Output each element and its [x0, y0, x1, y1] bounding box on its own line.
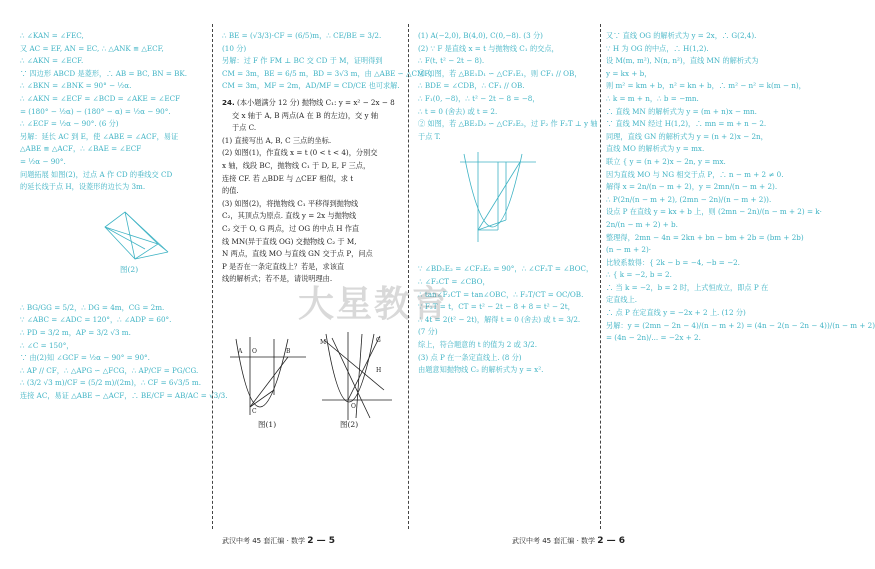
col1b-line: ∵ ∠ABC = ∠ADC = 120°，∴ ∠ADP = 60°.	[20, 315, 172, 325]
col4-line: (n − m + 2)·	[606, 245, 652, 255]
col1-line: △ABE ≌ △ACF，∴ ∠BAE = ∠ECF	[20, 144, 142, 154]
col1-line: ∴ ∠AKN = ∠ECF.	[20, 56, 84, 66]
col1b-line: ∵ 由(2)知 ∠GCF = ½α − 90° = 90°.	[20, 353, 150, 363]
col4-line: 直线 MO 的解析式为 y = mx.	[606, 144, 705, 154]
svg-text:O: O	[351, 403, 356, 410]
publisher-watermark: 大星教育	[298, 284, 451, 325]
col4-line: ∵ H 为 OG 的中点，∴ H(1,2).	[606, 43, 709, 53]
col4-line: 设点 P 在直线 y = kx + b 上，则 (2mn − 2n)/(n − m + 2) = k·	[606, 207, 822, 217]
col1b-line: ∴ ∠C = 150°，	[20, 340, 74, 350]
question-line: P 是否在一条定直线上？若是，求该直	[222, 261, 345, 271]
col1b-line: ∴ (3/2 √3 m)/CF = (5/2 m)/(2m)，∴ CF = 6√3/5 m.	[20, 378, 201, 388]
col4-line: 解得 x = 2n/(n − m + 2)，y = 2mn/(n − m + 2).	[606, 182, 778, 192]
col1-line: 的延长线于点 H，设菱形的边长为 3m.	[20, 182, 146, 192]
question-line: (2) 如图(1)，作直线 x = t (0 < t < 4)，分别交	[222, 148, 378, 158]
question-line: 连接 CF. 若 △BDE 与 △CEF 相似，求 t	[222, 173, 354, 183]
col1-line: 问题拓展 如图(2)，过点 A 作 CD 的垂线交 CD	[20, 169, 173, 179]
col1-line: ∴ ∠ECF = ½α − 90°. (6 分)	[20, 119, 119, 129]
question-line: 线的解析式；若不是，请说明理由.	[222, 274, 333, 284]
question-line: 线 MN(异于直线 OG) 交抛物线 C₂ 于 M,	[222, 236, 357, 246]
figure-2-caption-col1: 图(2)	[120, 265, 139, 274]
col4-line: ∵ 直线 MN 经过 H(1,2)，∴ mn = m + n − 2.	[606, 119, 767, 129]
col1-line: 另解：延长 AC 到 E，使 ∠ABE = ∠ACF，易证	[20, 131, 179, 141]
svg-text:A: A	[238, 348, 243, 355]
col2-answer-line: CM = 3m，MF = 2m，AD/MF = CD/CE 也可求解.	[222, 81, 400, 91]
col4-line: 联立 { y = (n + 2)x − 2n, y = mx.	[606, 156, 726, 166]
col1b-line: ∴ AP // CF，∴ △APG ∽ △FCG，∴ AP/CF = PG/CG.	[20, 365, 199, 375]
footer-right-page: 2 — 6	[597, 536, 626, 546]
col1-line: = (180° − ½α) − (180° − α) = ½α − 90°.	[20, 106, 171, 116]
col3b-line: ∵ ∠BD₂E₂ = ∠CF₂E₂ = 90°，∴ ∠CF₂T = ∠BOC，	[418, 264, 594, 274]
col3-line: ∴ F₁(0, −8)，∴ t² − 2t − 8 = −8，	[418, 93, 540, 103]
col4-line: 因为直线 MO 与 NG 相交于点 P，∴ n − m + 2 ≠ 0.	[606, 169, 784, 179]
svg-text:M: M	[320, 339, 327, 346]
svg-text:C: C	[252, 408, 257, 415]
col4-line: ∴ 直线 MN 的解析式为 y = (m + n)x − mn.	[606, 106, 757, 116]
footer-right	[512, 536, 625, 546]
column-divider-3	[600, 24, 601, 529]
col1-line: 又 AC = EF, AN = EC, ∴ △ANK ≌ △ECF,	[20, 43, 164, 53]
col1-line: ∵ 四边形 ABCD 是菱形，∴ AB = BC, BN = BK.	[20, 68, 188, 78]
col4-line: 同理，直线 GN 的解析式为 y = (n + 2)x − 2n，	[606, 131, 768, 141]
col1-line: ∴ ∠AKN = ∠ECF = ∠BCD = ∠AKE = ∠ECF	[20, 93, 181, 103]
col4-line: ∴ P(2n/(n − m + 2), (2mn − 2n)/(n − m + 2)).	[606, 194, 772, 204]
rhombus-figure	[90, 204, 180, 270]
svg-text:O: O	[252, 348, 257, 355]
col4-line: 另解：y = (2mn − 2n − 4)/(n − m + 2) = (4n − 2(n − 2n − 4))/(n − m + 2)	[606, 320, 875, 330]
col1b-line: ∴ PD = 3/2 m，AP = 3/2 √3 m.	[20, 327, 131, 337]
col2-answer-line: CM = 3m，BE = 6/5 m，BD = 3√3 m，由 △ABE ∽ △CMF，	[222, 68, 437, 78]
col3-line: ∴ t = 0 (舍去) 或 t = 2.	[418, 106, 498, 116]
footer-right-text: 武汉中考 45 套汇编 · 数学	[512, 537, 598, 545]
col4-line: ∴ 点 P 在定直线 y = −2x + 2 上. (12 分)	[606, 308, 746, 318]
col3b-line: ∴ 4t = 2(t² − 2t)，解得 t = 0 (舍去) 或 t = 3/2.	[418, 314, 581, 324]
question-line: (1) 直接写出 A, B, C 三点的坐标.	[222, 135, 332, 145]
figure-2-parabola	[318, 330, 394, 422]
col2-answer-line: (10 分)	[222, 43, 247, 53]
question-line: x 轴，线段 BC，抛物线 C₁ 于 D, E, F 三点，	[222, 160, 371, 170]
col4-line: ∴ k = m + n，∴ b = −mn.	[606, 93, 699, 103]
col2-answer-line: 另解：过 F 作 FM ⊥ BC 交 CD 于 M，证明得到	[222, 56, 383, 66]
col4-line: ∴ { k = −2, b = 2.	[606, 270, 672, 280]
col4-line: 则 m² = km + b，n² = kn + b，∴ m² − n² = k(m − n)，	[606, 81, 806, 91]
col4-line: y = kx + b，	[606, 68, 652, 78]
question-line: 交 x 轴于 A, B 两点(A 在 B 的左边)，交 y 轴	[232, 110, 379, 120]
svg-text:G: G	[376, 337, 381, 344]
col4-line: ∴ 当 k = −2，b = 2 时，上式恒成立，即点 P 在	[606, 282, 769, 292]
col1-line: ∴ ∠KAN = ∠FEC,	[20, 31, 84, 40]
col3b-line: ∵ F₂T = t，CT = t² − 2t − 8 + 8 = t² − 2t，	[418, 302, 575, 312]
col4-line: 整理得，2mn − 4n = 2kn + bn − bm + 2b = (bm + 2b)	[606, 232, 804, 242]
col3b-line: (3) 点 P 在一条定直线上. (8 分)	[418, 352, 522, 362]
col3-line: (1) A(−2,0), B(4,0), C(0,−8). (3 分)	[418, 31, 543, 40]
col3-line: ② 如图，若 △BE₂D₂ ∽ △CF₂E₂，过 F₂ 作 F₂T ⊥ y 轴	[418, 119, 598, 129]
col1b-line: ∴ BG/GG = 5/2，∴ DG = 4m，CG = 2m.	[20, 302, 165, 312]
col3-line: (2) ∵ F 是直线 x = t 与抛物线 C₁ 的交点，	[418, 43, 559, 53]
col1-line: ∴ ∠BKN = ∠BNK = 90° − ½α.	[20, 81, 132, 91]
svg-text:B: B	[286, 348, 291, 355]
figure-2-caption: 图(2)	[340, 420, 359, 429]
col4-line: 定直线上.	[606, 295, 638, 305]
col4-line: = (4n − 2n)/... = −2x + 2.	[606, 333, 701, 343]
col4-line: 设 M(m, m²), N(n, n²)，直线 MN 的解析式为	[606, 56, 759, 66]
question-number: 24.	[222, 97, 235, 107]
svg-text:H: H	[376, 367, 382, 374]
col3b-line: 综上，符合题意的 t 的值为 2 或 3/2.	[418, 339, 537, 349]
col3b-line: (7 分)	[418, 327, 438, 337]
question-line: 于点 C.	[232, 123, 257, 133]
col4-line: 又∵ 直线 OG 的解析式为 y = 2x，∴ G(2,4).	[606, 31, 757, 40]
col4-line: 2n/(n − m + 2) + b.	[606, 219, 678, 229]
question-line: C₂，其顶点为原点. 直线 y = 2x 与抛物线	[222, 211, 357, 221]
footer-left-page: 2 — 5	[307, 536, 336, 546]
figure-1-caption: 图(1)	[258, 420, 277, 429]
question-line: (3) 如图(2)，将抛物线 C₁ 平移得到抛物线	[222, 198, 359, 208]
col1-line: = ½α − 90°.	[20, 156, 66, 166]
col3-line: 于点 T.	[418, 131, 441, 141]
question-line: N 两点，直线 MO 与直线 GN 交于点 P，问点	[222, 249, 373, 259]
col3b-line: ∴ ∠F₂CT = ∠CBO，	[418, 276, 490, 286]
column-4	[606, 30, 875, 345]
footer-left-text: 武汉中考 45 套汇编 · 数学	[222, 537, 308, 545]
col4-line: 比较系数得：{ 2k − b = −4, −b = −2.	[606, 257, 740, 267]
question-line: 的值.	[222, 186, 239, 196]
question-line: (本小题满分 12 分) 抛物线 C₁: y = x² − 2x − 8	[237, 97, 395, 107]
parabola-similar-triangles-figure	[458, 150, 538, 244]
col3-line: ∴ BDE = ∠CDB，∴ CF₁ // OB.	[418, 81, 525, 91]
col2-answer-line: ∴ BE = (√3/3)·CF = (6/5)m，∴ CE/BE = 3/2.	[222, 31, 382, 40]
col1b-line: 连接 AC，易证 △ABE ∽ △ACF，∴ BE/CF = AB/AC = √3/3.	[20, 390, 228, 400]
column-divider-1	[212, 24, 213, 529]
question-line: C₂ 交于 O, G 两点，过 OG 的中点 H 作直	[222, 223, 360, 233]
col3b-line: 由题意知抛物线 C₂ 的解析式为 y = x².	[418, 365, 544, 375]
col3b-line: ∴ tan∠F₂CT = tan∠OBC，∴ F₂T/CT = OC/OB.	[418, 289, 584, 299]
figure-1-parabola	[228, 335, 308, 417]
col3-line: ① 如图，若 △BE₁D₁ ∽ △CF₁E₁，则 CF₁ // OB，	[418, 68, 582, 78]
col3-line: ∴ F(t, t² − 2t − 8).	[418, 56, 485, 66]
footer-left	[222, 536, 335, 546]
